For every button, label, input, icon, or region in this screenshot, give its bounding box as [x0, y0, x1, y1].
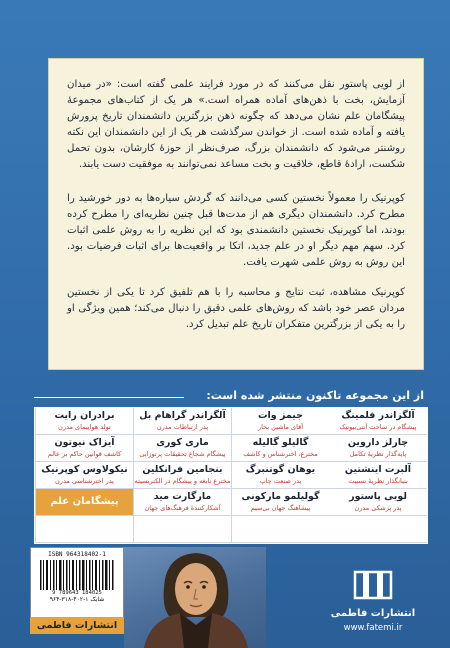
book-title: لویی پاستور [349, 491, 407, 502]
book-subtitle: آشکارکنندهٔ فرهنگ‌های جهان [144, 504, 221, 512]
book-title: آیزاک نیوتون [54, 437, 115, 448]
book-subtitle: پیشگام در ساخت آنتی‌بیوتیک [339, 423, 417, 431]
shabak-number: شابک ۱-۴۰۲-۳۱۸-۹۶۴ [49, 596, 105, 603]
series-empty-cell [231, 516, 329, 543]
intro-paragraph-2: کوپرنیک را معمولاً نخستین کسی می‌دانند که گردش سیاره‌ها به دور خورشید را مطرح کرد. دانشمندان دیگری هم از مدت‌ها قبل چنین نظریه‌ای را مطرح کرده بودند، اما کوپرنیک نخستین دانشمندی بود که این نظریه را به روش علمی اثبات کرد. سهم مهم دیگر او در علم جدید، اتکا بر واقعیت‌ها برای اثبات فرضیات بود. این روش به روش علمی شهرت یافت. [67, 193, 405, 268]
isbn-text: ISBN 964318402-1 [48, 551, 106, 558]
series-empty-cell [133, 516, 231, 543]
publisher-label: انتشارات فاطمی [30, 617, 124, 634]
description-panel [48, 58, 424, 370]
series-book-cell [231, 408, 329, 435]
series-book-cell [35, 435, 133, 462]
book-subtitle: تولد هواپیمای مدرن [58, 423, 111, 431]
series-brand-name: پیشگامان علم [50, 496, 119, 507]
series-brand-cell [35, 489, 133, 516]
series-empty-cell [35, 516, 133, 543]
publisher-logo-icon [347, 568, 399, 602]
book-title: بنجامین فرانکلین [142, 464, 223, 475]
series-book-cell [133, 408, 231, 435]
barcode-number: 9 789643 184025 [52, 590, 102, 596]
series-book-grid [34, 407, 428, 544]
intro-paragraph-3: کوپرنیک مشاهده، ثبت نتایج و محاسبه را با هم تلفیق کرد تا یکی از نخستین مردان عصر خود باشد که روش‌های علمی دقیق را دنبال می‌کند؛ همین ویژگی او را به یکی از بزرگترین متفکران تاریخ علم تبدیل کرد. [67, 287, 405, 330]
series-book-cell [133, 462, 231, 489]
series-book-cell [133, 435, 231, 462]
series-book-cell [231, 435, 329, 462]
book-subtitle: آقای ماشین بخار [257, 423, 304, 431]
series-book-cell [133, 489, 231, 516]
series-heading [34, 389, 424, 409]
book-title: ماری کوری [156, 437, 209, 448]
book-title: آلگزاندر گراهام بل [139, 410, 226, 421]
series-empty-cell [329, 516, 427, 543]
book-subtitle: پیشاهنگ جهان بی‌سیم [250, 504, 311, 512]
publisher-url[interactable]: www.fatemi.ir [343, 623, 403, 633]
series-book-cell [35, 462, 133, 489]
book-subtitle: پیشگام شجاع تحقیقات پرتوزایی [139, 450, 226, 458]
series-book-cell [231, 489, 329, 516]
series-book-cell [329, 489, 427, 516]
publisher-logo [318, 568, 428, 638]
book-title: آلبرت اینشتین [344, 464, 412, 475]
series-book-cell [329, 435, 427, 462]
barcode-icon [38, 560, 116, 590]
book-title: گالیلو گالیله [252, 437, 309, 448]
book-subtitle: بنیانگذار نظریهٔ نسبیت [348, 477, 408, 485]
copernicus-portrait [124, 547, 266, 648]
book-title: نیکولاوس کوپرنیک [41, 464, 128, 475]
book-subtitle: پدر پزشکی مدرن [354, 504, 402, 512]
book-title: برادران رایت [54, 410, 115, 421]
barcode-card [30, 547, 124, 619]
heading-rule [34, 397, 184, 398]
series-book-cell [329, 408, 427, 435]
portrait-illustration [124, 547, 266, 648]
book-subtitle: مخترع، اخترشناس و کاشف [243, 450, 318, 458]
book-subtitle: پدر اخترشناسی مدرن [55, 477, 114, 485]
book-title: یوهان گوتنبرگ [245, 464, 316, 475]
series-book-cell [35, 408, 133, 435]
book-subtitle: کاشف قوانین حاکم بر عالم [47, 450, 122, 458]
book-title: آلگزاندر فلمینگ [341, 410, 415, 421]
series-book-cell [231, 462, 329, 489]
book-subtitle: پایه‌گذار نظریهٔ تکامل [349, 450, 407, 458]
book-title: مارگارت مید [153, 491, 212, 502]
book-subtitle: مخترع نابغه و پیشگام در الکتریسیته [134, 477, 231, 485]
book-subtitle: پدر صنعت چاپ [259, 477, 302, 485]
series-book-cell [329, 462, 427, 489]
book-subtitle: پدر ارتباطات مدرن [156, 423, 209, 431]
book-title: گولیلمو مارکونی [241, 491, 320, 502]
intro-paragraph-1: از لویی پاستور نقل می‌کنند که در مورد فرایند علمی گفته است: «در میدان آزمایش، بخت با ذهن‌های آماده همراه است.» هر یک از کتاب‌های مجموعهٔ پیشگامان علم نشان می‌دهد که چگونه ذهن بزرگترین دانشمندان تاریخ پرورش یافته و آماده شده است. از خواندن سرگذشت هر یک از این دانشمندان این نکته روشنتر می‌شود که دانشمندان بزرگ، صرف‌نظر از حوزهٔ کارشان، بدون تحمل شکست، ارادهٔ قاطع، خلاقیت و بخت مساعد نمی‌توانند به موفقیت دست یابند. [67, 79, 405, 170]
book-title: چارلز داروین [347, 437, 409, 448]
book-title: جیمز وات [257, 410, 304, 421]
series-heading-text: از این مجموعه تاکنون منتشر شده است: [206, 389, 424, 402]
publisher-logo-name: انتشارات فاطمی [330, 608, 416, 619]
